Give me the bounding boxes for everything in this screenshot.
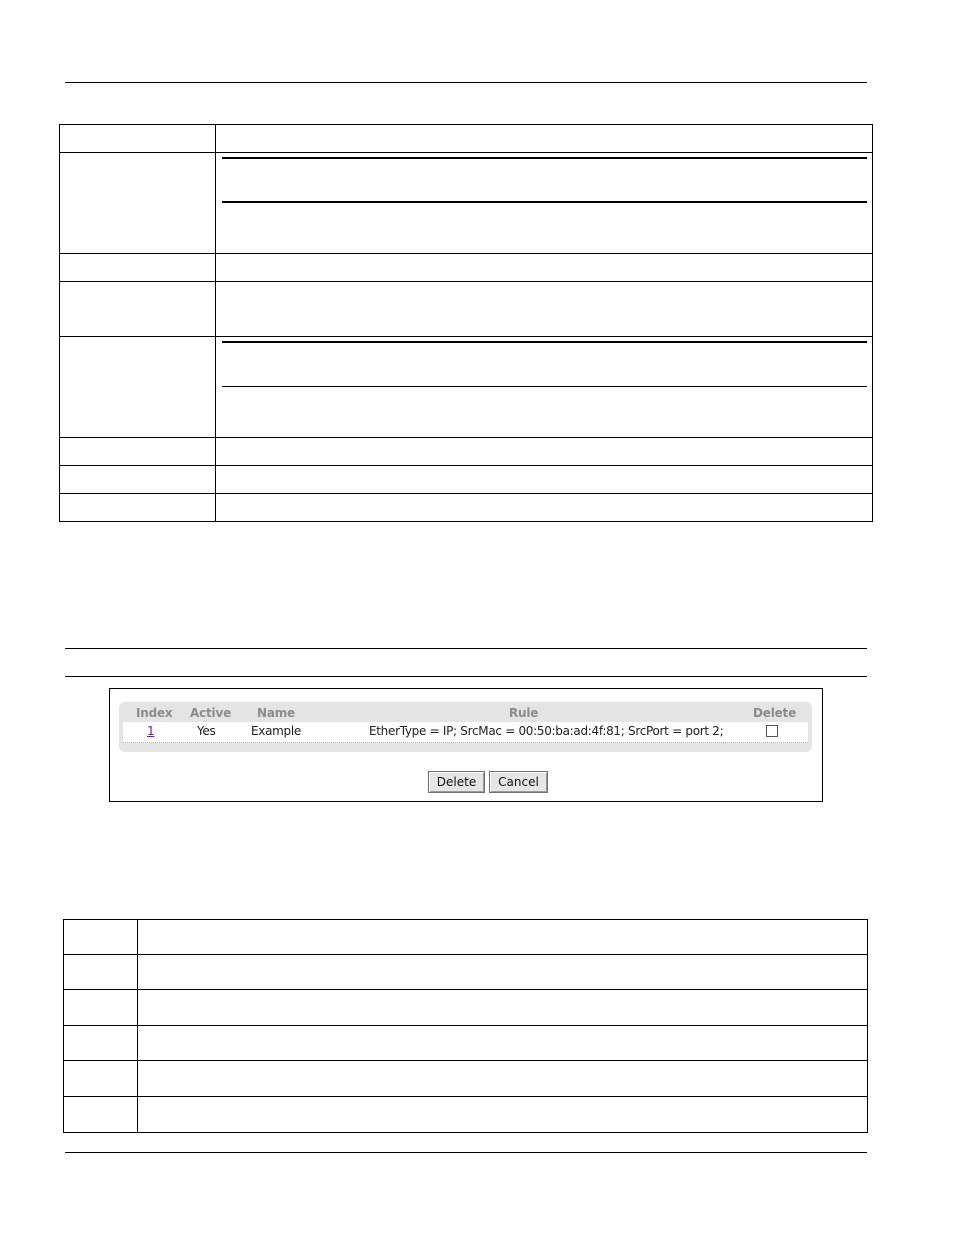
column-header-name: Name xyxy=(257,706,295,720)
table-cell xyxy=(64,1026,138,1061)
table-cell xyxy=(216,254,873,282)
table-cell xyxy=(216,125,873,153)
table-cell xyxy=(138,990,868,1026)
table-cell xyxy=(64,920,138,955)
table-cell xyxy=(64,955,138,990)
table-cell xyxy=(138,955,868,990)
table-cell xyxy=(216,153,873,254)
table-cell xyxy=(60,282,216,337)
table-cell xyxy=(60,466,216,494)
note-rule-top xyxy=(222,157,867,159)
note-rule-top xyxy=(222,341,867,343)
table-cell xyxy=(216,494,873,522)
table-cell xyxy=(64,1097,138,1133)
column-header-index: Index xyxy=(136,706,173,720)
table-cell xyxy=(60,337,216,438)
table-cell xyxy=(60,438,216,466)
rule-name-value: Example xyxy=(251,724,301,738)
screen-label-table xyxy=(63,919,868,1133)
table-cell xyxy=(64,990,138,1026)
table-cell xyxy=(60,494,216,522)
column-header-delete: Delete xyxy=(753,706,797,720)
table-cell xyxy=(60,254,216,282)
table-cell xyxy=(216,282,873,337)
table-cell xyxy=(138,1026,868,1061)
rule-active-value: Yes xyxy=(197,724,216,738)
column-header-rule: Rule xyxy=(509,706,539,720)
classifier-summary-screen xyxy=(109,688,823,802)
cancel-button[interactable]: Cancel xyxy=(489,771,548,793)
table-cell xyxy=(216,466,873,494)
field-description-table xyxy=(59,124,873,522)
table-cell xyxy=(60,153,216,254)
rule-index-link[interactable]: 1 xyxy=(147,724,155,738)
table-cell xyxy=(216,337,873,438)
table-cell xyxy=(138,1061,868,1097)
table-cell xyxy=(138,920,868,955)
figure-rule-bottom xyxy=(65,676,867,677)
column-header-active: Active xyxy=(190,706,232,720)
note-rule-bottom xyxy=(222,386,867,387)
table-cell xyxy=(60,125,216,153)
figure-rule-top xyxy=(65,648,867,649)
rule-definition-value: EtherType = IP; SrcMac = 00:50:ba:ad:4f:81; SrcPort = port 2; xyxy=(369,724,724,738)
table-cell xyxy=(216,438,873,466)
delete-button[interactable]: Delete xyxy=(428,771,485,793)
classifier-list xyxy=(119,702,812,752)
table-cell xyxy=(138,1097,868,1133)
note-rule-bottom xyxy=(222,201,867,203)
page-header-rule xyxy=(65,82,867,83)
table-row xyxy=(123,722,808,743)
delete-checkbox[interactable] xyxy=(766,725,778,737)
page-footer-rule xyxy=(65,1152,867,1153)
table-cell xyxy=(64,1061,138,1097)
